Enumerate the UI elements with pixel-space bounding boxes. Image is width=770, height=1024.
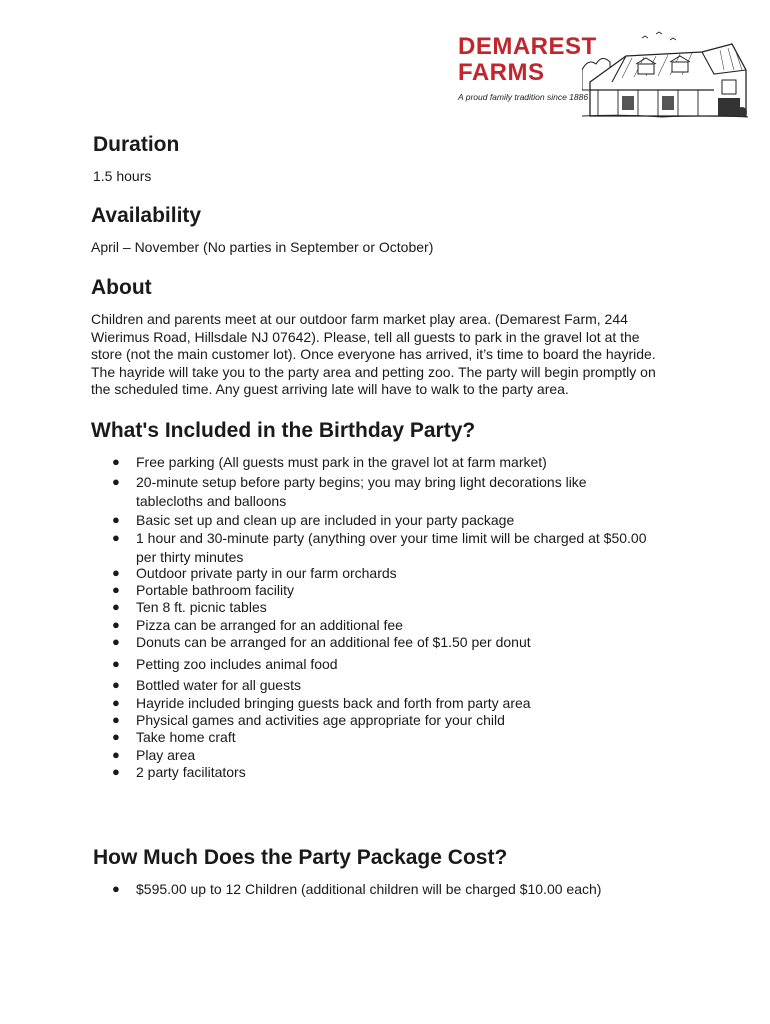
about-line: Wierimus Road, Hillsdale NJ 07642). Please, tell all guests to park in the gravel lot at the [91, 329, 640, 345]
list-item-text: Physical games and activities age appropriate for your child [136, 712, 505, 728]
list-item [112, 529, 647, 566]
bullet-icon: ● [112, 599, 120, 614]
bullet-icon: ● [112, 617, 120, 632]
list-item-text: Take home craft [136, 729, 236, 745]
bullet-icon: ● [112, 565, 120, 580]
list-item-text: 20-minute setup before party begins; you may bring light decorations like [136, 474, 587, 490]
list-item [112, 453, 547, 471]
list-item-text: 1 hour and 30-minute party (anything over your time limit will be charged at $50.00 [136, 530, 647, 546]
list-item-text: Bottled water for all guests [136, 677, 301, 693]
list-item-text: per thirty minutes [136, 549, 244, 565]
list-item [112, 511, 515, 529]
bullet-icon: ● [112, 881, 120, 896]
list-item [112, 655, 338, 673]
cost-heading: How Much Does the Party Package Cost? [93, 846, 508, 869]
logo-tagline: A proud family tradition since 1886 [458, 92, 589, 102]
bullet-icon: ● [112, 677, 120, 692]
included-heading: What's Included in the Birthday Party? [91, 419, 476, 442]
bullet-icon: ● [112, 582, 120, 597]
duration-text: 1.5 hours [93, 168, 152, 184]
availability-text: April – November (No parties in September or October) [91, 239, 434, 255]
list-item [112, 746, 196, 764]
list-item-text: Outdoor private party in our farm orchards [136, 565, 397, 581]
list-item-text: Basic set up and clean up are included in your party package [136, 512, 515, 528]
list-item-text: 2 party facilitators [136, 764, 246, 780]
about-line: store (not the main customer lot). Once everyone has arrived, it’s time to board the hayride. [91, 346, 656, 362]
bullet-icon: ● [112, 729, 120, 744]
bullet-icon: ● [112, 474, 120, 489]
bullet-icon: ● [112, 712, 120, 727]
list-item [112, 763, 246, 781]
list-item-text: Petting zoo includes animal food [136, 656, 338, 672]
about-heading: About [91, 276, 152, 299]
bullet-icon: ● [112, 656, 120, 671]
list-item [112, 564, 397, 582]
barn-illustration [582, 30, 748, 122]
list-item [112, 581, 294, 599]
list-item-text: Portable bathroom facility [136, 582, 294, 598]
list-item [112, 728, 236, 746]
logo-line-1: DEMAREST [458, 33, 597, 60]
duration-heading: Duration [93, 133, 180, 156]
list-item [112, 880, 602, 898]
list-item-text: Hayride included bringing guests back and forth from party area [136, 695, 531, 711]
list-item-text: Donuts can be arranged for an additional fee of $1.50 per donut [136, 634, 531, 650]
bullet-icon: ● [112, 747, 120, 762]
list-item-text: tablecloths and balloons [136, 493, 287, 509]
availability-heading: Availability [91, 204, 202, 227]
list-item [112, 711, 505, 729]
bullet-icon: ● [112, 764, 120, 779]
list-item [112, 694, 531, 712]
list-item [112, 598, 267, 616]
list-item [112, 473, 587, 510]
bullet-icon: ● [112, 512, 120, 527]
list-item [112, 676, 301, 694]
logo-line-2: FARMS [458, 59, 545, 86]
list-item-text: Play area [136, 747, 196, 763]
list-item [112, 616, 403, 634]
list-item-text: Ten 8 ft. picnic tables [136, 599, 267, 615]
about-line: the scheduled time. Any guest arriving late will have to walk to the party area. [91, 381, 569, 397]
list-item-text: Pizza can be arranged for an additional fee [136, 617, 403, 633]
bullet-icon: ● [112, 695, 120, 710]
bullet-icon: ● [112, 530, 120, 545]
list-item-text: $595.00 up to 12 Children (additional children will be charged $10.00 each) [136, 881, 602, 897]
logo-wordmark [458, 34, 597, 86]
about-line: Children and parents meet at our outdoor farm market play area. (Demarest Farm, 244 [91, 311, 628, 327]
bullet-icon: ● [112, 454, 120, 469]
about-line: The hayride will take you to the party area and petting zoo. The party will begin promptly on [91, 364, 656, 380]
list-item [112, 633, 531, 651]
list-item-text: Free parking (All guests must park in the gravel lot at farm market) [136, 454, 547, 470]
demarest-farms-logo [456, 30, 748, 122]
bullet-icon: ● [112, 634, 120, 649]
